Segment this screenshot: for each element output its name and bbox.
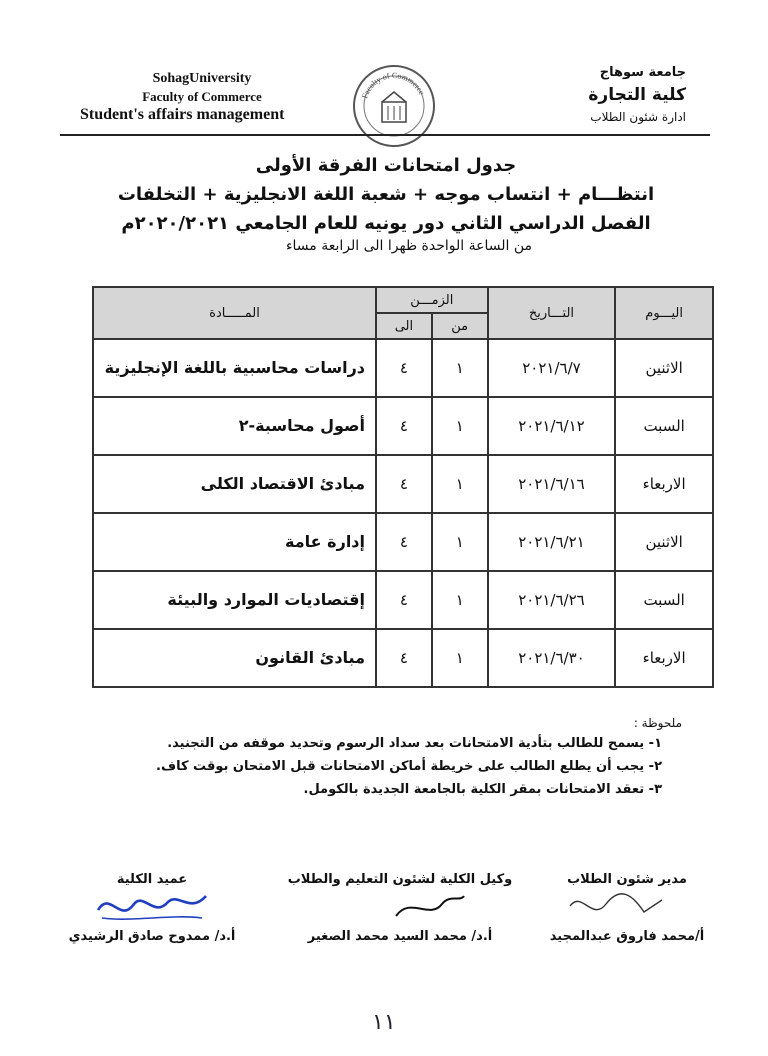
- subject-cell: دراسات محاسبية باللغة الإنجليزية: [93, 339, 376, 397]
- note-item: ٢- يجب أن يطلع الطالب على خريطة أماكن الامتحانات قبل الامتحان بوقت كاف.: [156, 759, 662, 774]
- signature-name: أ.د/ ممدوح صادق الرشيدي: [68, 929, 236, 944]
- faculty-name-en: Faculty of Commerce: [142, 89, 262, 104]
- to-cell: ٤: [376, 339, 432, 397]
- signature-role: وكيل الكلية لشئون التعليم والطلاب: [287, 872, 513, 887]
- header-english: [80, 70, 312, 124]
- signature-block-affairs-manager: [542, 872, 712, 944]
- note-item: ٣- تعقد الامتحانات بمقر الكلية بالجامعة الجديدة بالكومل.: [303, 782, 662, 797]
- handwritten-signature: [562, 886, 672, 926]
- seal-text: Faculty of Commerce: [360, 70, 427, 100]
- title-semester: الفصل الدراسي الثاني دور يونيه للعام الجامعي ٢٠٢٠/٢٠٢١م: [121, 213, 651, 234]
- day-cell: السبت: [615, 397, 713, 455]
- subject-cell: إدارة عامة: [93, 513, 376, 571]
- handwritten-signature: [92, 884, 212, 928]
- page-number: ١١: [372, 1010, 396, 1035]
- day-cell: الاثنين: [615, 339, 713, 397]
- subject-cell: أصول محاسبة-٢: [93, 397, 376, 455]
- date-cell: ٢٠٢١/٦/٢١: [488, 513, 616, 571]
- header-divider: [60, 134, 710, 136]
- subject-cell: مبادئ القانون: [93, 629, 376, 687]
- from-cell: ١: [432, 629, 488, 687]
- signature-block-dean: [62, 872, 242, 944]
- document-titles: [60, 155, 712, 254]
- subject-cell: مبادئ الاقتصاد الكلى: [93, 455, 376, 513]
- header-from: من: [432, 313, 488, 339]
- signature-name: أ.د/ محمد السيد محمد الصغير: [307, 929, 493, 944]
- from-cell: ١: [432, 513, 488, 571]
- subject-cell: إقتصاديات الموارد والبيئة: [93, 571, 376, 629]
- exam-schedule-table: [92, 286, 714, 688]
- to-cell: ٤: [376, 571, 432, 629]
- from-cell: ١: [432, 339, 488, 397]
- notes-section: [82, 716, 682, 805]
- faculty-name-ar: كلية التجارة: [588, 85, 686, 105]
- header-time: الزمـــن: [376, 287, 488, 313]
- day-cell: الاربعاء: [615, 629, 713, 687]
- handwritten-signature: [390, 886, 470, 926]
- department-name-ar: ادارة شئون الطلاب: [590, 110, 686, 124]
- table-row: [93, 339, 713, 397]
- header-date: التـــاريخ: [488, 287, 616, 339]
- title-programs: انتظـــام + انتساب موجه + شعبة اللغة الانجليزية + التخلفات: [117, 184, 655, 205]
- university-name-en: SohagUniversity: [152, 71, 252, 86]
- table-row: [93, 397, 713, 455]
- to-cell: ٤: [376, 455, 432, 513]
- date-cell: ٢٠٢١/٦/٣٠: [488, 629, 616, 687]
- table-row: [93, 629, 713, 687]
- to-cell: ٤: [376, 629, 432, 687]
- signature-role: مدير شئون الطلاب: [567, 872, 687, 887]
- table-row: [93, 455, 713, 513]
- signature-role: عميد الكلية: [116, 872, 188, 887]
- header-to: الى: [376, 313, 432, 339]
- from-cell: ١: [432, 397, 488, 455]
- day-cell: الاربعاء: [615, 455, 713, 513]
- header-subject: المـــــادة: [93, 287, 376, 339]
- signature-block-vice-dean: [270, 872, 530, 944]
- table-row: [93, 513, 713, 571]
- table-row: [93, 571, 713, 629]
- date-cell: ٢٠٢١/٦/١٦: [488, 455, 616, 513]
- day-cell: السبت: [615, 571, 713, 629]
- department-name-en: Student's affairs management: [80, 106, 285, 123]
- from-cell: ١: [432, 455, 488, 513]
- university-name-ar: جامعة سوهاج: [599, 65, 686, 80]
- signature-name: أ/محمد فاروق عبدالمجيد: [549, 929, 705, 944]
- note-item: ١- يسمح للطالب بتأدية الامتحانات بعد سداد الرسوم وتحديد موقفه من التجنيد.: [167, 736, 662, 751]
- svg-text:Faculty of Commerce: [360, 71, 426, 100]
- date-cell: ٢٠٢١/٦/١٢: [488, 397, 616, 455]
- header-arabic: [526, 62, 686, 128]
- date-cell: ٢٠٢١/٦/٢٦: [488, 571, 616, 629]
- to-cell: ٤: [376, 397, 432, 455]
- header-day: اليـــوم: [615, 287, 713, 339]
- title-schedule: جدول امتحانات الفرقة الأولى: [255, 155, 517, 176]
- notes-title: ملحوظة :: [633, 716, 682, 730]
- from-cell: ١: [432, 571, 488, 629]
- title-time: من الساعة الواحدة ظهرا الى الرابعة مساء: [285, 238, 532, 254]
- date-cell: ٢٠٢١/٦/٧: [488, 339, 616, 397]
- to-cell: ٤: [376, 513, 432, 571]
- day-cell: الاثنين: [615, 513, 713, 571]
